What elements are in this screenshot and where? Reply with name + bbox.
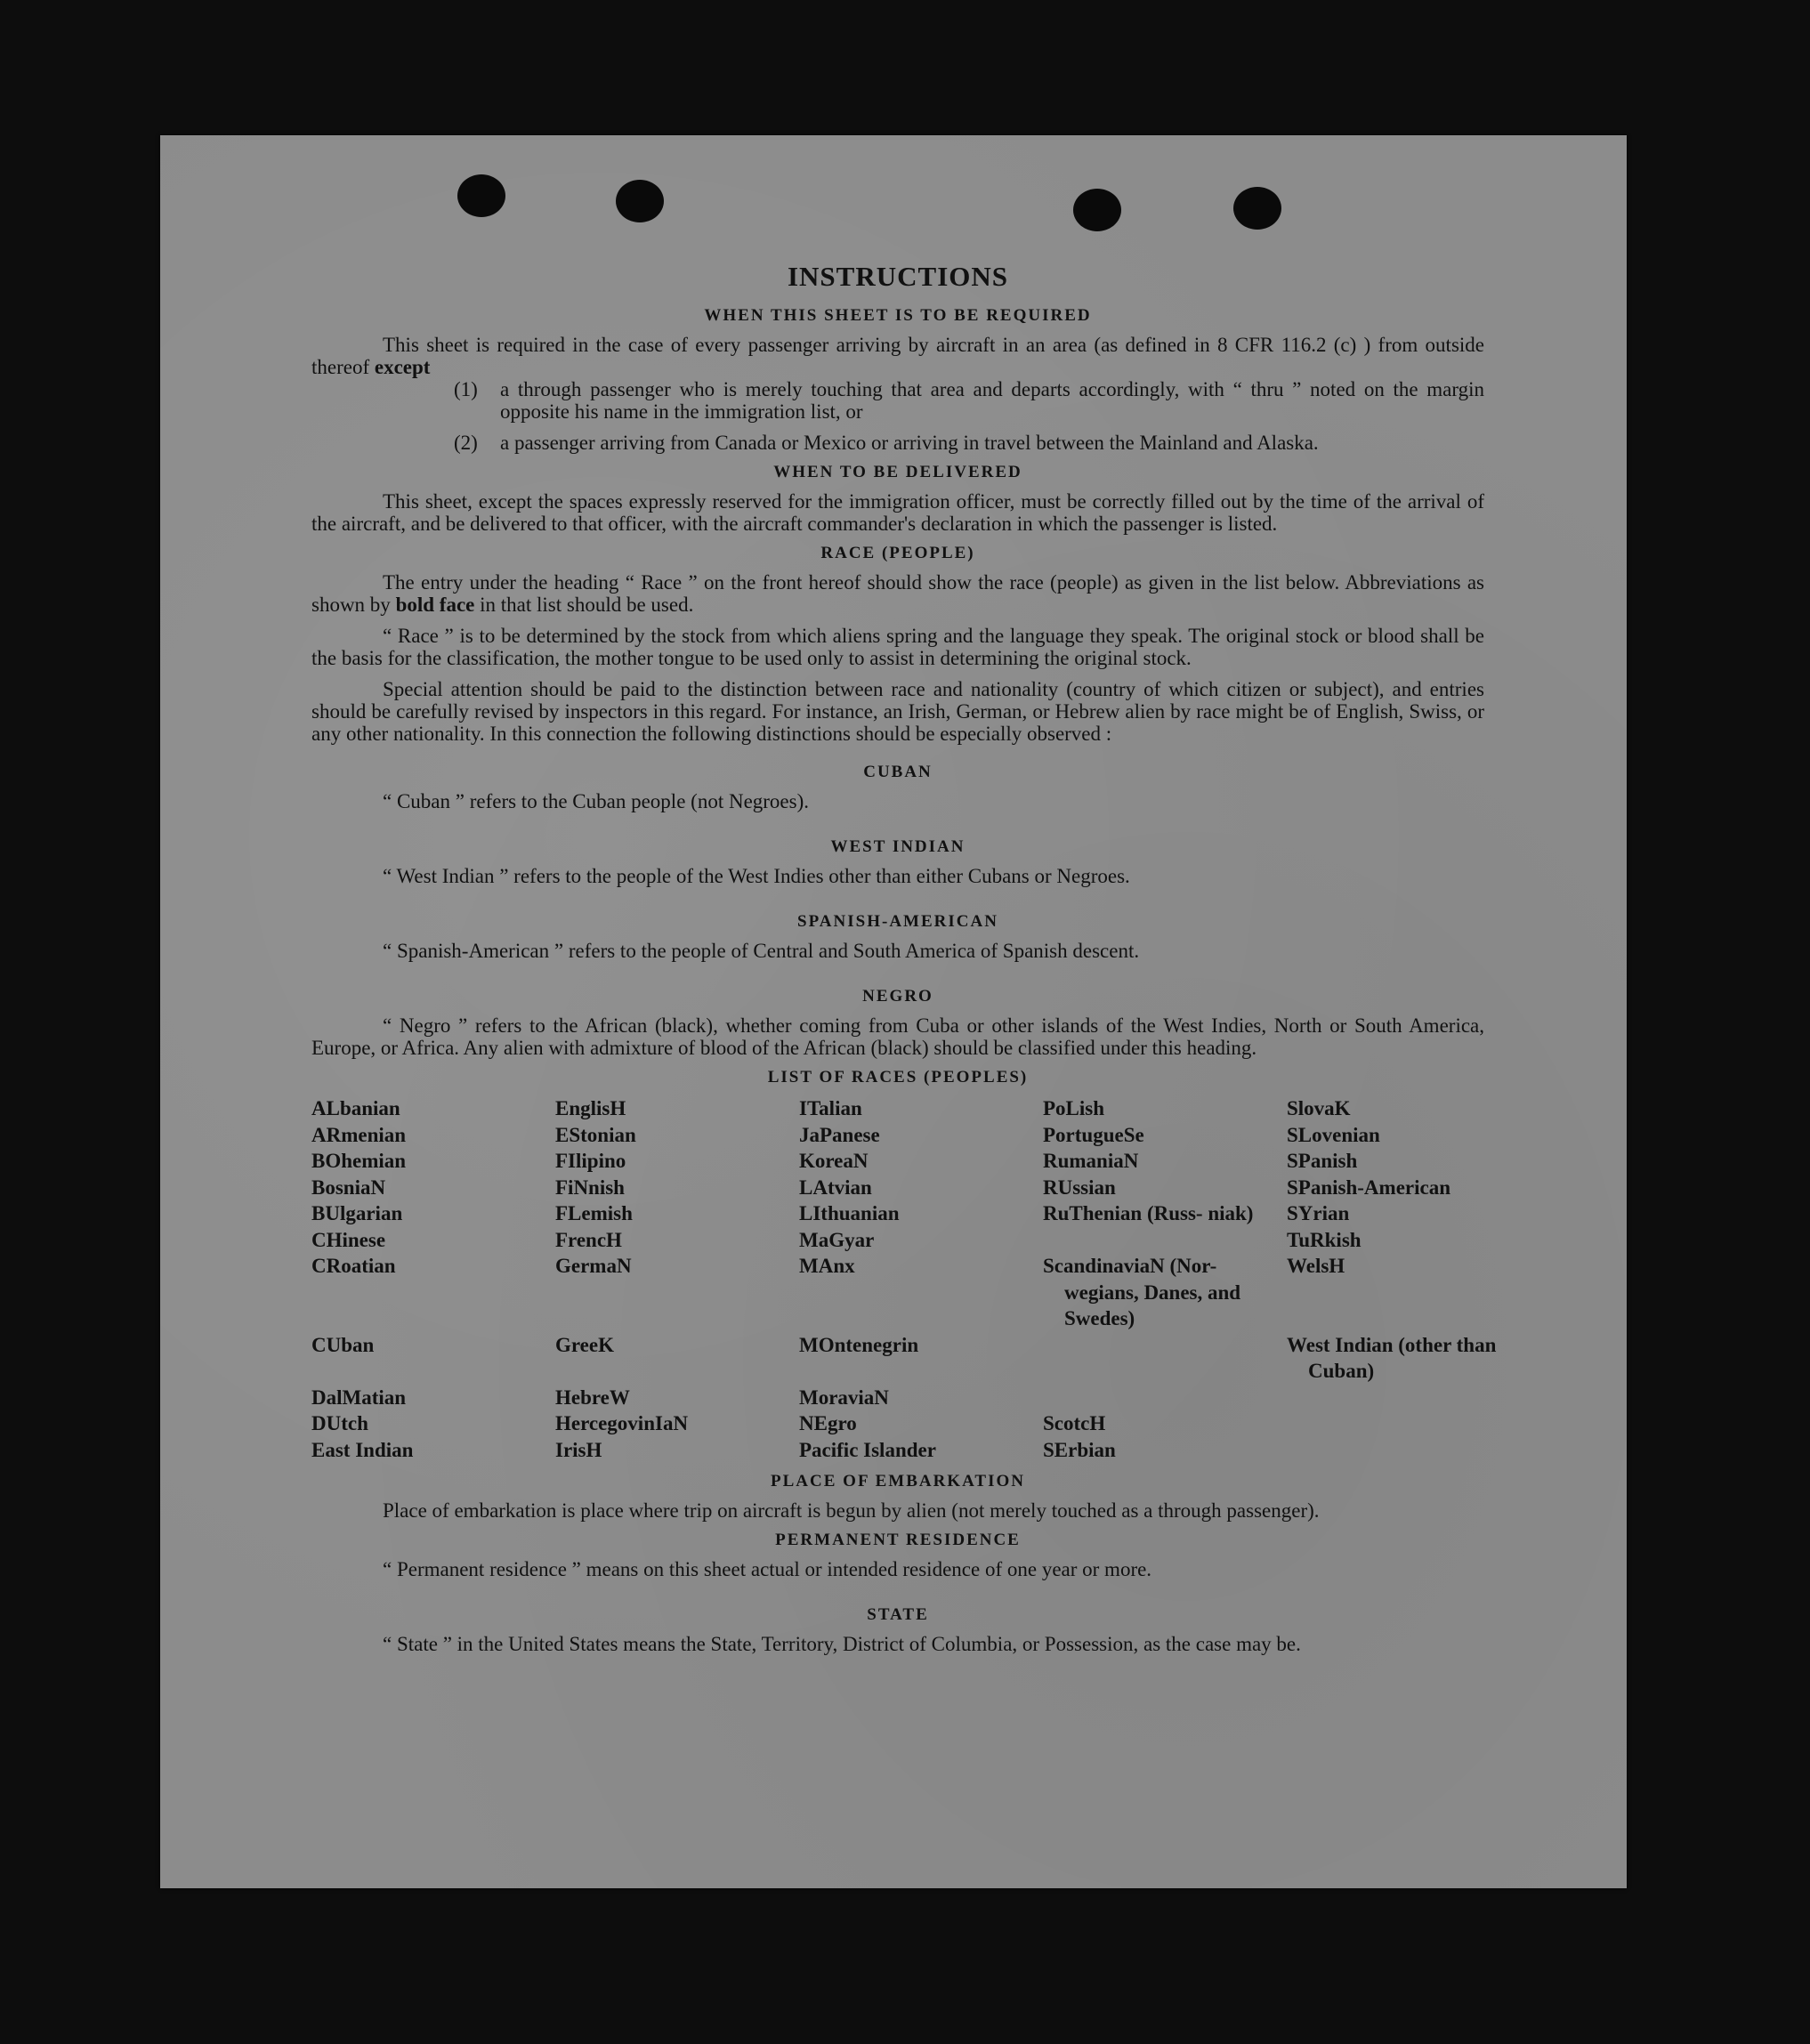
west-indian-text: “ West Indian ” refers to the people of the West Indies other than either Cubans or Negroes.: [383, 865, 1130, 887]
race-item: MAnx: [799, 1255, 855, 1277]
race-empty-cell: [1287, 1385, 1500, 1411]
document-sheet: [160, 135, 1627, 1888]
race-item: FLemish: [555, 1202, 633, 1224]
race-item: IrisH: [555, 1438, 602, 1461]
race-item: DUtch: [311, 1412, 368, 1434]
punch-hole: [457, 174, 505, 217]
race-item: FrencH: [555, 1228, 622, 1251]
punch-hole: [1073, 189, 1121, 231]
race-item: SLovenian: [1287, 1123, 1380, 1146]
spanish-american-text: “ Spanish-American ” refers to the people of Central and South America of Spanish descent.: [383, 940, 1140, 962]
delivered-text: This sheet, except the spaces expressly reserved for the immigration officer, must be correctly filled out by the time of the arrival of the aircraft, and be delivered to that officer, with the aircraft commander's declaration in which the passenger is listed.: [311, 490, 1484, 535]
race-item: CRoatian: [311, 1255, 396, 1277]
races-list: [311, 1095, 1497, 1463]
race-item: TuRkish: [1287, 1228, 1362, 1251]
race-empty-cell: [1287, 1410, 1500, 1437]
race-item: EStonian: [555, 1123, 636, 1146]
race-item: KoreaN: [799, 1150, 869, 1172]
race-item: MOntenegrin: [799, 1333, 919, 1356]
required-intro: This sheet is required in the case of every passenger arriving by aircraft in an area (as defined in 8 CFR 116.2 (c) ) from outside thereof except: [311, 334, 1484, 378]
race-item: BOhemian: [311, 1150, 407, 1172]
cuban-text: “ Cuban ” refers to the Cuban people (not Negroes).: [383, 790, 810, 812]
race-item: PortugueSe: [1043, 1123, 1144, 1146]
heading-cuban: CUBAN: [863, 763, 933, 781]
required-item: (2) a passenger arriving from Canada or Mexico or arriving in travel between the Mainland and Alaska.: [454, 432, 1319, 454]
race-item: West Indian (other than Cuban): [1287, 1333, 1497, 1382]
race-item: SErbian: [1043, 1438, 1116, 1461]
heading-required: WHEN THIS SHEET IS TO BE REQUIRED: [704, 306, 1092, 325]
race-item: LAtvian: [799, 1176, 872, 1199]
race-item: SlovaK: [1287, 1097, 1351, 1119]
race-empty-cell: [1043, 1332, 1287, 1385]
race-item: GermaN: [555, 1255, 632, 1277]
race-item: BUlgarian: [311, 1202, 403, 1224]
race-empty-cell: [1043, 1227, 1287, 1254]
race-item: ARmenian: [311, 1123, 407, 1146]
race-paragraph-1: The entry under the heading “ Race ” on the front hereof should show the race (people) as given in the list below. Abbreviations as shown by bold face in that list should be used.: [311, 571, 1484, 616]
heading-spanish-american: SPANISH-AMERICAN: [797, 912, 998, 931]
required-item: (1) a through passenger who is merely touching that area and departs accordingly, with “ thru ” noted on the margin opposite his name in the immigration list, or: [454, 378, 1484, 423]
race-item: HercegovinIaN: [555, 1412, 689, 1434]
race-item: CHinese: [311, 1228, 386, 1251]
heading-permanent-residence: PERMANENT RESIDENCE: [775, 1531, 1021, 1549]
negro-text: “ Negro ” refers to the African (black), whether coming from Cuba or other islands of the West Indies, North or South America, Europe, or Africa. Any alien with admixture of blood of the African (black) should be classified under this heading.: [311, 1014, 1484, 1059]
race-item: ITalian: [799, 1097, 862, 1119]
race-item: RuThenian (Russ- niak): [1043, 1202, 1254, 1224]
race-empty-cell: [1287, 1437, 1500, 1464]
race-item: SYrian: [1287, 1202, 1350, 1224]
race-empty-cell: [1043, 1385, 1287, 1411]
race-item: PoLish: [1043, 1097, 1105, 1119]
heading-list-of-races: LIST OF RACES (PEOPLES): [767, 1068, 1029, 1087]
state-text: “ State ” in the United States means the State, Territory, District of Columbia, or Possession, as the case may be.: [383, 1633, 1301, 1655]
race-item: BosniaN: [311, 1176, 386, 1199]
heading-delivered: WHEN TO BE DELIVERED: [773, 463, 1022, 481]
page-title: INSTRUCTIONS: [787, 261, 1008, 292]
race-item: LIthuanian: [799, 1202, 900, 1224]
instructions-content: [311, 260, 1497, 1655]
race-item: FiNnish: [555, 1176, 625, 1199]
race-item: East Indian: [311, 1438, 414, 1461]
race-item: ALbanian: [311, 1097, 400, 1119]
race-item: FIlipino: [555, 1150, 626, 1172]
race-item: WelsH: [1287, 1255, 1345, 1277]
race-item: EnglisH: [555, 1097, 626, 1119]
race-item: GreeK: [555, 1333, 614, 1356]
race-item: Pacific Islander: [799, 1438, 936, 1461]
race-item: DalMatian: [311, 1386, 407, 1409]
race-paragraph-2: “ Race ” is to be determined by the stock from which aliens spring and the language they speak. The original stock or blood shall be the basis for the classification, the mother tongue to be used only to assist in determining the original stock.: [311, 625, 1484, 669]
punch-hole: [1233, 187, 1281, 230]
race-item: SPanish: [1287, 1150, 1358, 1172]
heading-race: RACE (PEOPLE): [820, 544, 975, 562]
heading-negro: NEGRO: [862, 987, 933, 1006]
heading-embarkation: PLACE OF EMBARKATION: [771, 1472, 1025, 1491]
heading-west-indian: WEST INDIAN: [830, 837, 966, 856]
heading-state: STATE: [867, 1605, 929, 1624]
race-item: MaGyar: [799, 1228, 875, 1251]
race-item: ScotcH: [1043, 1412, 1106, 1434]
punch-hole: [616, 180, 664, 222]
race-item: HebreW: [555, 1386, 630, 1409]
race-item: ScandinaviaN (Nor- wegians, Danes, and Swedes): [1043, 1255, 1241, 1329]
race-item: SPanish-American: [1287, 1176, 1450, 1199]
race-item: RumaniaN: [1043, 1150, 1139, 1172]
race-item: JaPanese: [799, 1123, 880, 1146]
race-item: CUban: [311, 1333, 375, 1356]
race-item: RUssian: [1043, 1176, 1116, 1199]
race-item: MoraviaN: [799, 1386, 889, 1409]
race-paragraph-3: Special attention should be paid to the distinction between race and nationality (country of which citizen or subject), and entries should be carefully revised by inspectors in this regard. For instance, an Irish, German, or Hebrew alien by race might be of English, Swiss, or any other nationality. In this connection the following distinctions should be especially observed :: [311, 678, 1484, 745]
race-item: NEgro: [799, 1412, 857, 1434]
embarkation-text: Place of embarkation is place where trip on aircraft is begun by alien (not merely touched as a through passenger).: [383, 1499, 1320, 1522]
residence-text: “ Permanent residence ” means on this sheet actual or intended residence of one year or more.: [383, 1558, 1152, 1580]
